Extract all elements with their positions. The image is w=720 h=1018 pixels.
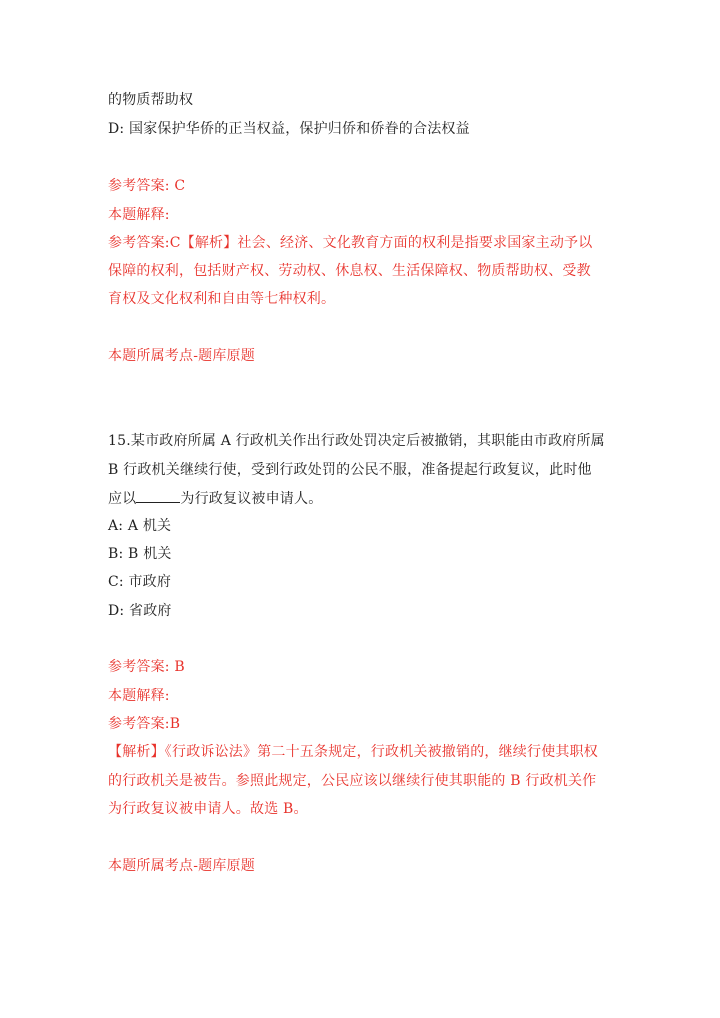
source-note: 本题所属考点-题库原题 [108,348,255,364]
question-text: 应以 [108,491,137,507]
answer-blank [136,488,180,503]
explanation-line: 参考答案:C【解析】社会、经济、文化教育方面的权利是指要求国家主动予以 [108,235,593,251]
text-line: 的物质帮助权 [108,92,194,108]
explanation-line: 育权及文化权利和自由等七种权利。 [108,291,336,307]
explanation-line: 【解析】《行政诉讼法》第二十五条规定，行政机关被撤销的，继续行使其职权 [108,744,598,760]
option-d: D: 国家保护华侨的正当权益，保护归侨和侨眷的合法权益 [108,121,470,137]
explanation-label: 本题解释: [108,688,170,704]
option-b: B: B 机关 [108,546,172,562]
option-d: D: 省政府 [108,603,172,619]
reference-answer: 参考答案: B [108,659,185,675]
reference-answer: 参考答案: C [108,178,186,194]
option-a: A: A 机关 [108,518,172,534]
reference-answer-inline: 参考答案:B [108,716,181,732]
question-line: B 行政机关继续行使，受到行政处罚的公民不服，准备提起行政复议，此时他 [108,462,592,478]
option-c: C: 市政府 [108,574,172,590]
explanation-label: 本题解释: [108,207,170,223]
explanation-line: 为行政复议被申请人。故选 B。 [108,801,308,817]
explanation-line: 的行政机关是被告。参照此规定，公民应该以继续行使其职能的 B 行政机关作 [108,773,597,789]
question-text: 为行政复议被申请人。 [180,491,323,507]
explanation-line: 保障的权利，包括财产权、劳动权、休息权、生活保障权、物质帮助权、受教 [108,263,591,279]
question-line: 15.某市政府所属 A 行政机关作出行政处罚决定后被撤销，其职能由市政府所属 [108,433,605,449]
question-line [108,488,322,509]
source-note: 本题所属考点-题库原题 [108,858,255,874]
